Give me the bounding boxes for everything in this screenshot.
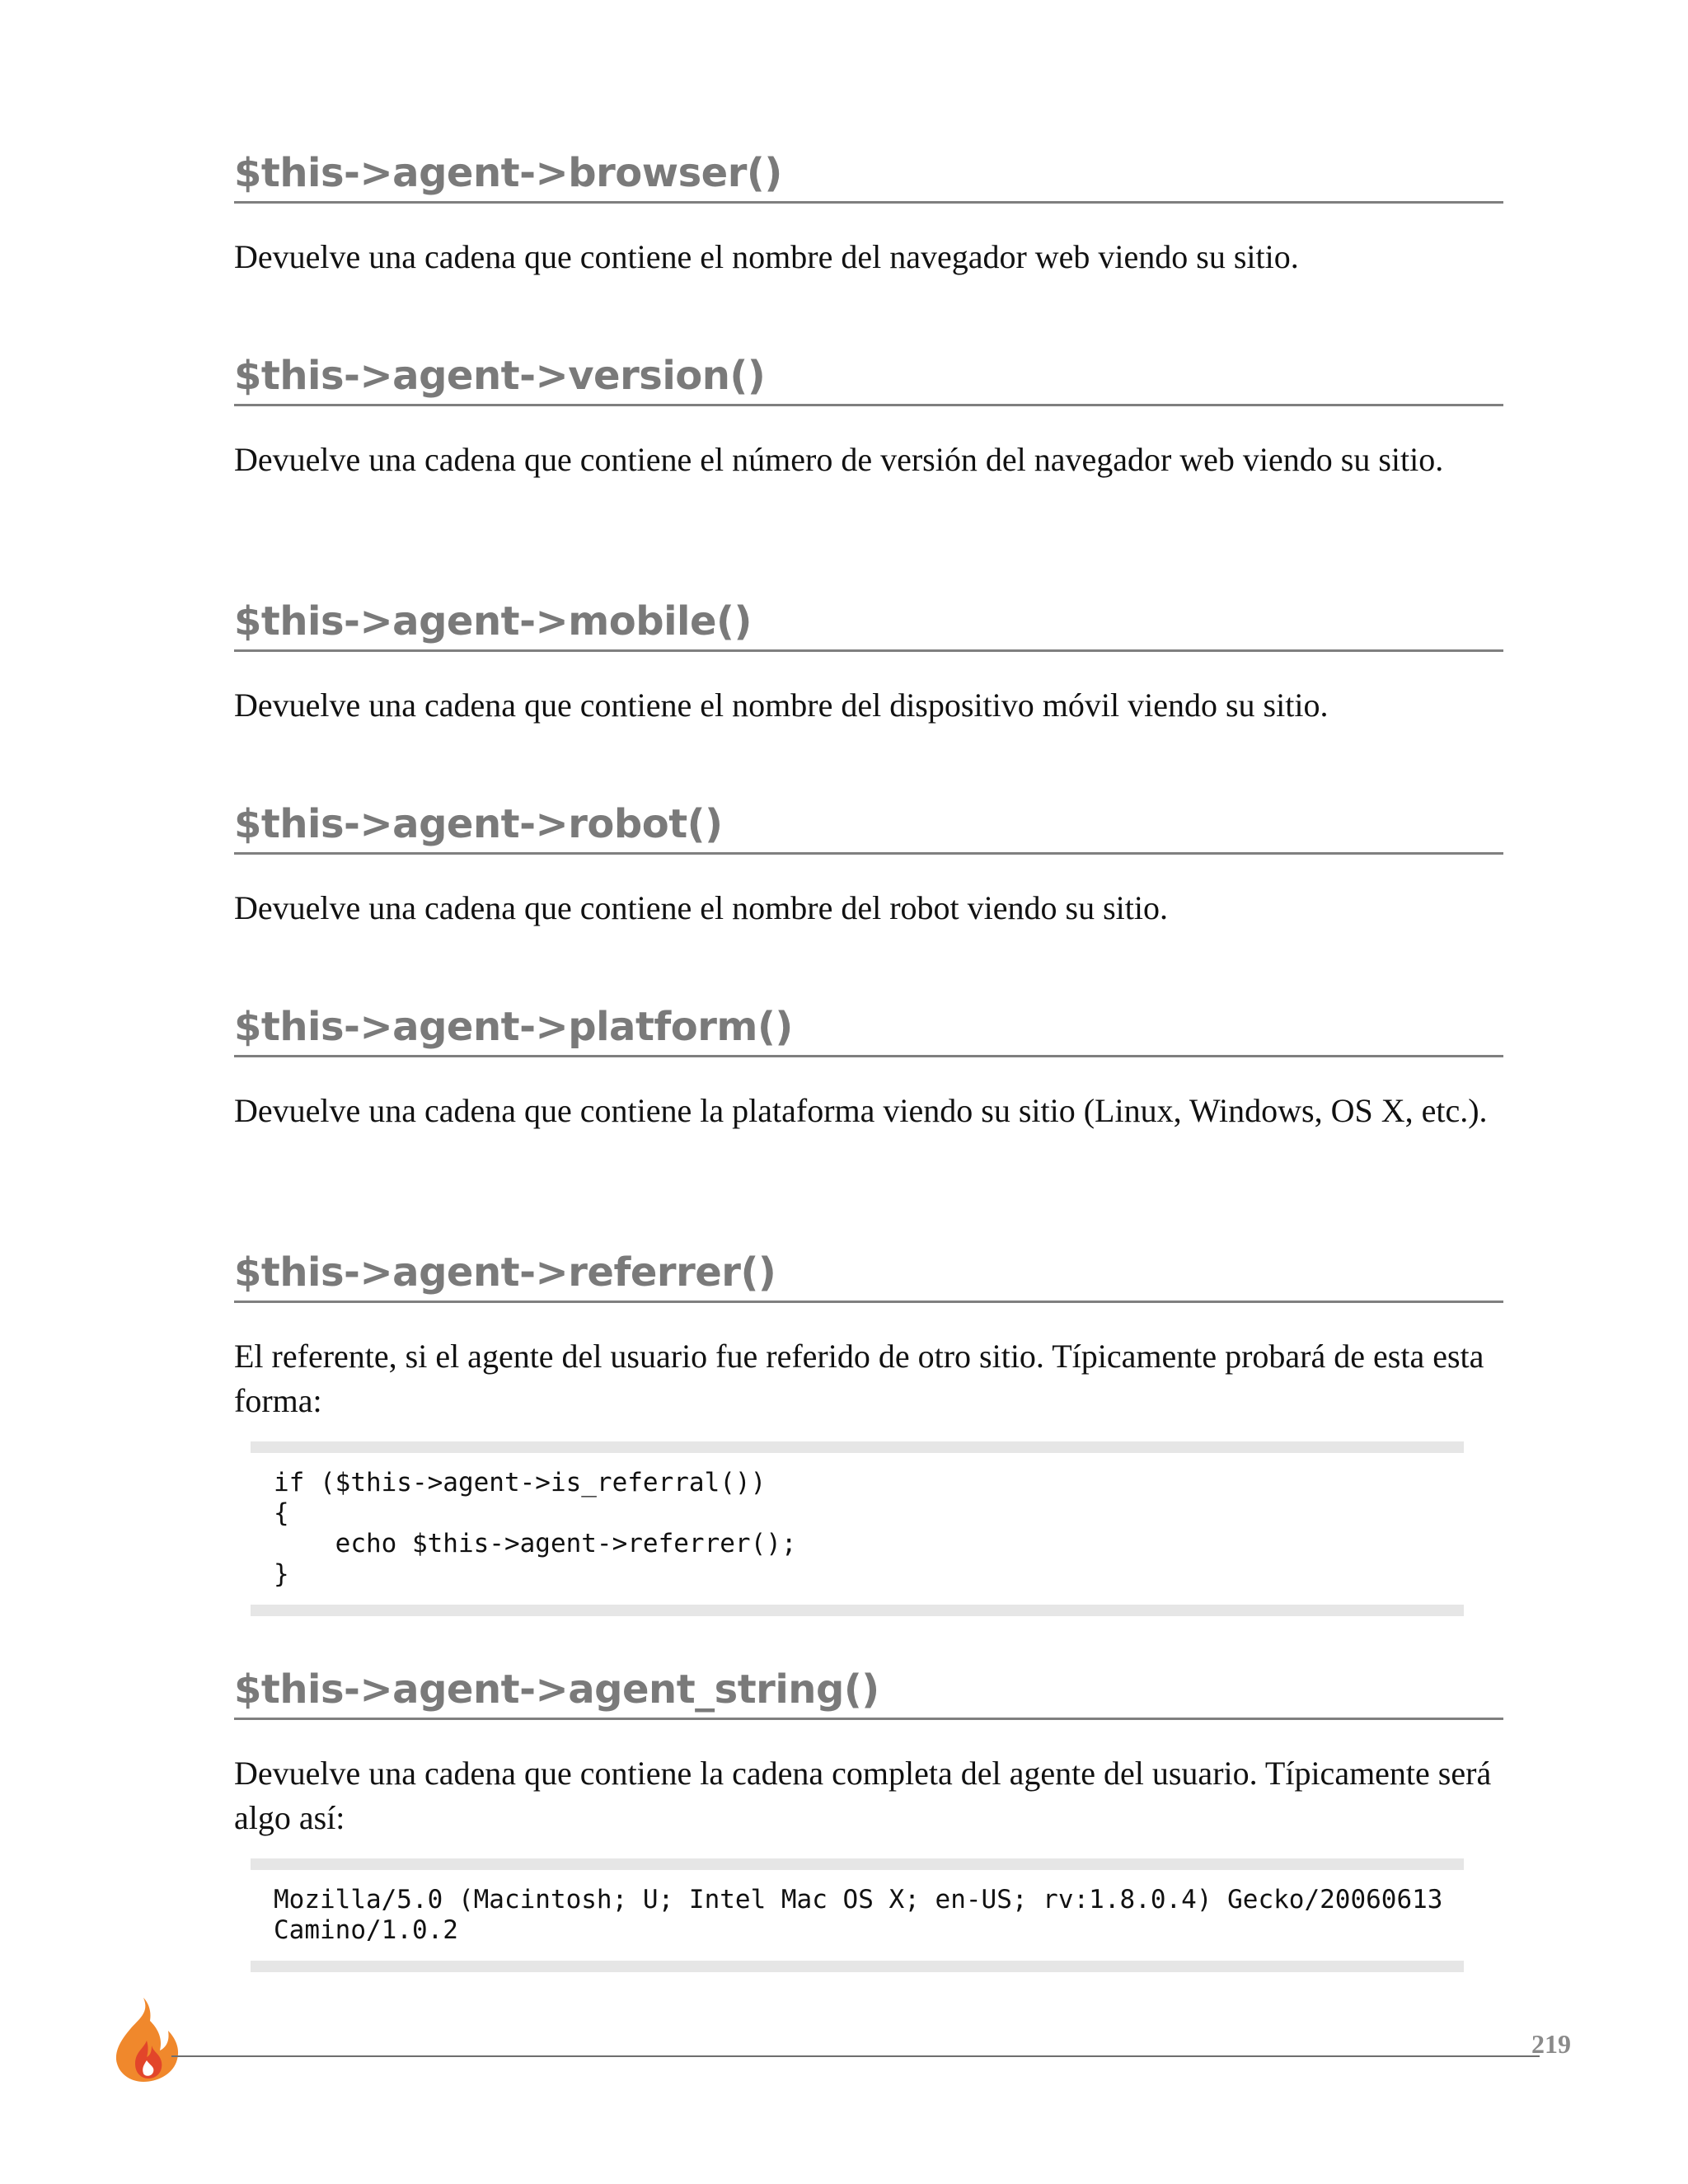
section-browser [234, 148, 1503, 279]
section-title: $this->agent->mobile() [234, 597, 1503, 652]
section-body: Devuelve una cadena que contiene el número de versión del navegador web viendo su sitio. [234, 441, 1444, 478]
code-line: echo $this->agent->referrer(); [274, 1529, 797, 1558]
section-body: Devuelve una cadena que contiene el nombre del robot viendo su sitio. [234, 889, 1168, 926]
code-line: if ($this->agent->is_referral()) [274, 1468, 767, 1497]
section-agent-string [234, 1665, 1503, 1972]
page-number: 219 [1531, 2029, 1571, 2059]
section-referrer [234, 1248, 1503, 1616]
codeigniter-flame-icon [106, 1994, 185, 2085]
section-title: $this->agent->platform() [234, 1002, 1503, 1057]
code-block [251, 1858, 1464, 1972]
section-body: Devuelve una cadena que contiene la plataforma viendo su sitio (Linux, Windows, OS X, etc.). [234, 1092, 1488, 1129]
section-body: Devuelve una cadena que contiene el nombre del navegador web viendo su sitio. [234, 238, 1299, 275]
code-block [251, 1441, 1464, 1616]
section-title: $this->agent->referrer() [234, 1248, 1503, 1303]
section-mobile [234, 597, 1503, 728]
section-title: $this->agent->version() [234, 351, 1503, 406]
section-robot [234, 799, 1503, 930]
section-body: Devuelve una cadena que contiene la cadena completa del agente del usuario. Típicamente será algo así: [234, 1755, 1492, 1836]
code-line: Camino/1.0.2 [274, 1915, 458, 1945]
code-line: Mozilla/5.0 (Macintosh; U; Intel Mac OS X; en-US; rv:1.8.0.4) Gecko/20060613 [274, 1885, 1443, 1915]
section-platform [234, 1002, 1503, 1133]
section-body: Devuelve una cadena que contiene el nombre del dispositivo móvil viendo su sitio. [234, 687, 1329, 724]
code-line: { [274, 1498, 289, 1528]
footer-rule [171, 2055, 1540, 2057]
section-title: $this->agent->agent_string() [234, 1665, 1503, 1720]
section-version [234, 351, 1503, 482]
section-title: $this->agent->browser() [234, 148, 1503, 204]
code-line: } [274, 1559, 289, 1589]
section-title: $this->agent->robot() [234, 799, 1503, 855]
section-body: El referente, si el agente del usuario fue referido de otro sitio. Típicamente probará de esta esta forma: [234, 1338, 1484, 1419]
